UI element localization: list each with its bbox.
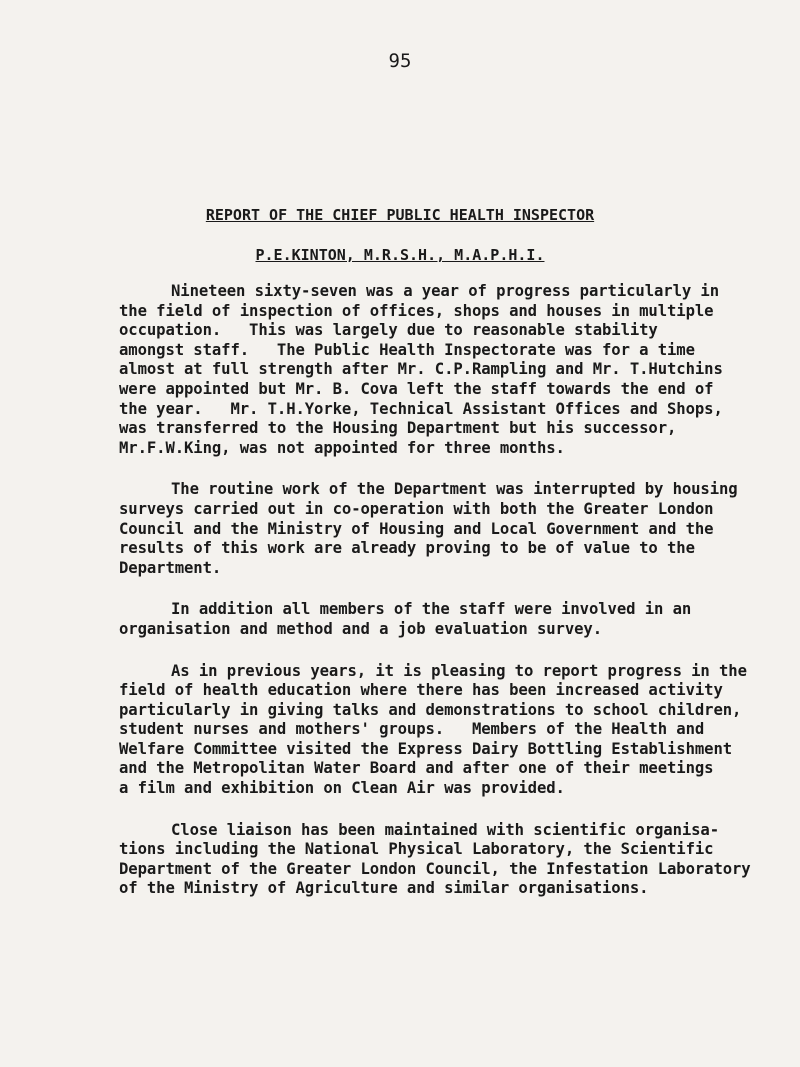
text-line: Welfare Committee visited the Express Dairy Bottling Establishment [119, 739, 733, 758]
text-line: was transferred to the Housing Department but his successor, [119, 419, 677, 438]
text-line: and the Metropolitan Water Board and after one of their meetings [119, 759, 714, 778]
text-line: Mr.F.W.King, was not appointed for three months. [119, 438, 565, 457]
text-line: almost at full strength after Mr. C.P.Rampling and Mr. T.Hutchins [119, 360, 723, 379]
text-line: surveys carried out in co-operation with both the Greater London [119, 499, 714, 518]
text-line: The routine work of the Department was interrupted by housing [171, 480, 738, 499]
text-line: student nurses and mothers' groups. Members of the Health and [119, 720, 705, 739]
text-line: organisation and method and a job evaluation survey. [119, 619, 602, 638]
text-line: results of this work are already proving to be of value to the [119, 539, 695, 558]
text-line: In addition all members of the staff were involved in an [171, 600, 692, 619]
paragraph [119, 282, 747, 458]
text-line: field of health education where there has been increased activity [119, 681, 723, 700]
text-line: the year. Mr. T.H.Yorke, Technical Assistant Offices and Shops, [119, 399, 723, 418]
text-line: amongst staff. The Public Health Inspectorate was for a time [119, 340, 695, 359]
report-title: REPORT OF THE CHIEF PUBLIC HEALTH INSPECTOR [205, 206, 595, 224]
text-line: the field of inspection of offices, shops and houses in multiple [119, 301, 714, 320]
text-line: particularly in giving talks and demonstrations to school children, [119, 700, 742, 719]
report-body [119, 282, 751, 921]
text-line: were appointed but Mr. B. Cova left the staff towards the end of [119, 379, 714, 398]
text-line: of the Ministry of Agriculture and similar organisations. [119, 879, 649, 898]
text-line: occupation. This was largely due to reasonable stability [119, 321, 658, 340]
text-line: Department of the Greater London Council, the Infestation Laboratory [119, 859, 751, 878]
text-line: a film and exhibition on Clean Air was provided. [119, 779, 565, 798]
paragraph [119, 662, 747, 799]
paragraph [119, 480, 747, 578]
paragraph [119, 820, 751, 899]
page-number: 95 [388, 50, 412, 72]
paragraph [119, 600, 747, 639]
text-line: Department. [119, 558, 222, 577]
text-line: Council and the Ministry of Housing and Local Government and the [119, 519, 714, 538]
report-author: P.E.KINTON, M.R.S.H., M.A.P.H.I. [255, 246, 545, 264]
text-line: Close liaison has been maintained with scientific organisa- [171, 820, 720, 839]
text-line: As in previous years, it is pleasing to report progress in the [171, 661, 747, 680]
text-line: tions including the National Physical Laboratory, the Scientific [119, 840, 714, 859]
text-line: Nineteen sixty-seven was a year of progress particularly in [171, 282, 720, 300]
